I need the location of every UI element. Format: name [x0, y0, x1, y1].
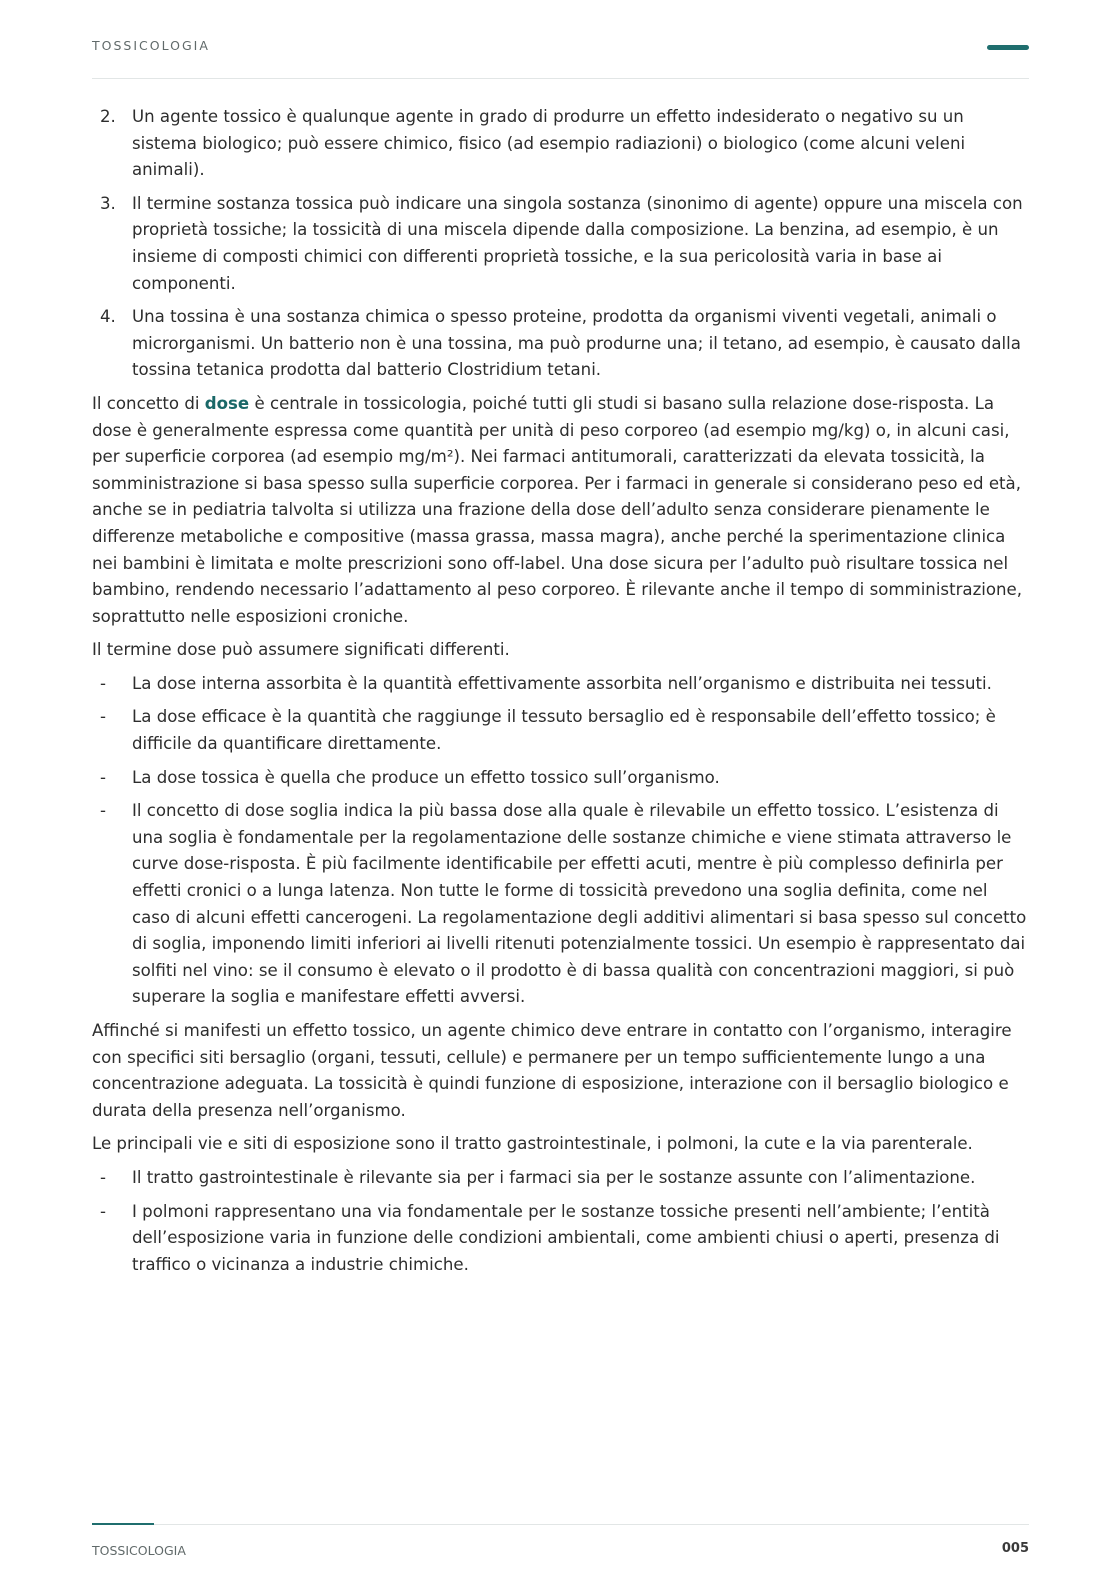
list-item	[100, 1199, 1029, 1279]
item-marker: -	[100, 767, 106, 787]
item-text: La dose interna assorbita è la quantità effettivamente assorbita nell’organismo e distribuita nei tessuti.	[132, 673, 992, 693]
header-title: TOSSICOLOGIA	[92, 38, 210, 53]
item-text: Il tratto gastrointestinale è rilevante sia per i farmaci sia per le sostanze assunte con l’alimentazione.	[132, 1167, 976, 1187]
list-item	[100, 671, 1029, 698]
numbered-item	[100, 191, 1029, 297]
item-marker: -	[100, 673, 106, 693]
numbered-item	[100, 104, 1029, 184]
item-text: I polmoni rappresentano una via fondamentale per le sostanze tossiche presenti nell’ambiente; l’entità dell’esposizione varia in funzione delle condizioni ambientali, come ambienti chiusi o aperti, presenza di traffico o vicinanza a industrie chimiche.	[132, 1201, 1000, 1274]
page-header	[92, 38, 1029, 79]
item-marker: -	[100, 1201, 106, 1221]
dose-keyword: dose	[204, 393, 250, 413]
item-marker: -	[100, 801, 106, 821]
item-text: Un agente tossico è qualunque agente in grado di produrre un effetto indesiderato o negativo su un sistema biologico; può essere chimico, fisico (ad esempio radiazioni) o biologico (come alcuni veleni animali).	[132, 107, 966, 180]
item-text: Una tossina è una sostanza chimica o spesso proteine, prodotta da organismi viventi vegetali, animali o microrganismi. Un batterio non è una tossina, ma può produrne una; il tetano, ad esempio, è causato dalla tossina tetanica prodotta dal batterio Clostridium tetani.	[132, 307, 1021, 380]
footer-title: TOSSICOLOGIA	[92, 1543, 186, 1558]
page-number: 005	[1001, 1541, 1029, 1556]
list-item	[100, 704, 1029, 757]
list-item	[100, 765, 1029, 792]
exposure-intro: Le principali vie e siti di esposizione sono il tratto gastrointestinale, i polmoni, la cute e la via parenterale.	[92, 1134, 973, 1154]
header-accent-bar	[987, 45, 1029, 50]
dose-paragraph	[92, 391, 1029, 630]
footer-rule	[92, 1524, 1029, 1525]
page-content	[92, 104, 1029, 1285]
dose-paragraph-before: Il concetto di	[92, 393, 205, 413]
item-marker: 2.	[100, 107, 116, 126]
toxic-effect-paragraph: Affinché si manifesti un effetto tossico, un agente chimico deve entrare in contatto con l’organismo, interagire con specifici siti bersaglio (organi, tessuti, cellule) e permanere per un tempo sufficientemente lungo a una concentrazione adeguata. La tossicità è quindi funzione di esposizione, interazione con il bersaglio biologico e durata della presenza nell’organismo.	[92, 1021, 1012, 1120]
item-marker: 3.	[100, 193, 116, 213]
item-text: La dose tossica è quella che produce un effetto tossico sull’organismo.	[132, 767, 720, 787]
numbered-item	[100, 304, 1029, 384]
item-marker: 4.	[100, 307, 116, 327]
item-text: Il concetto di dose soglia indica la più bassa dose alla quale è rilevabile un effetto tossico. L’esistenza di una soglia è fondamentale per la regolamentazione delle sostanze chimiche e viene stimata attraverso le curve dose-risposta. È più facilmente identificabile per effetti acuti, mentre è più complesso definirla per effetti cronici o a lunga latenza. Non tutte le forme di tossicità prevedono una soglia definita, come nel caso di alcuni effetti cancerogeni. La regolamentazione degli additivi alimentari si basa spesso sul concetto di soglia, imponendo limiti inferiori ai livelli ritenuti potenzialmente tossici. Un esempio è rappresentato dai solfiti nel vino: se il consumo è elevato o il prodotto è di bassa qualità con concentrazioni maggiori, si può superare la soglia e manifestare effetti avversi.	[132, 801, 1027, 1007]
item-text: La dose efficace è la quantità che raggiunge il tessuto bersaglio ed è responsabile dell’effetto tossico; è difficile da quantificare direttamente.	[132, 707, 996, 754]
list-item	[100, 798, 1029, 1011]
item-marker: -	[100, 1167, 106, 1187]
list-item	[100, 1165, 1029, 1192]
dose-meanings-intro: Il termine dose può assumere significati differenti.	[92, 640, 510, 660]
item-text: Il termine sostanza tossica può indicare una singola sostanza (sinonimo di agente) oppure una miscela con proprietà tossiche; la tossicità di una miscela dipende dalla composizione. La benzina, ad esempio, è un insieme di composti chimici con differenti proprietà tossiche, e la sua pericolosità varia in base ai componenti.	[132, 193, 1023, 293]
item-marker: -	[100, 707, 106, 727]
footer-accent-bar	[92, 1523, 154, 1525]
dose-paragraph-after: è centrale in tossicologia, poiché tutti gli studi si basano sulla relazione dose-risposta. La dose è generalmente espressa come quantità per unità di peso corporeo (ad esempio mg/kg) o, in alcuni casi, per superficie corporea (ad esempio mg/m²). Nei farmaci antitumorali, caratterizzati da elevata tossicità, la somministrazione si basa spesso sulla superficie corporea. Per i farmaci in generale si considerano peso ed età, anche se in pediatria talvolta si utilizza una frazione della dose dell’adulto senza considerare pienamente le differenze metaboliche e compositive (massa grassa, massa magra), anche perché la sperimentazione clinica nei bambini è limitata e molte prescrizioni sono off-label. Una dose sicura per l’adulto può risultare tossica nel bambino, rendendo necessario l’adattamento al peso corporeo. È rilevante anche il tempo di somministrazione, soprattutto nelle esposizioni croniche.	[92, 393, 1023, 626]
